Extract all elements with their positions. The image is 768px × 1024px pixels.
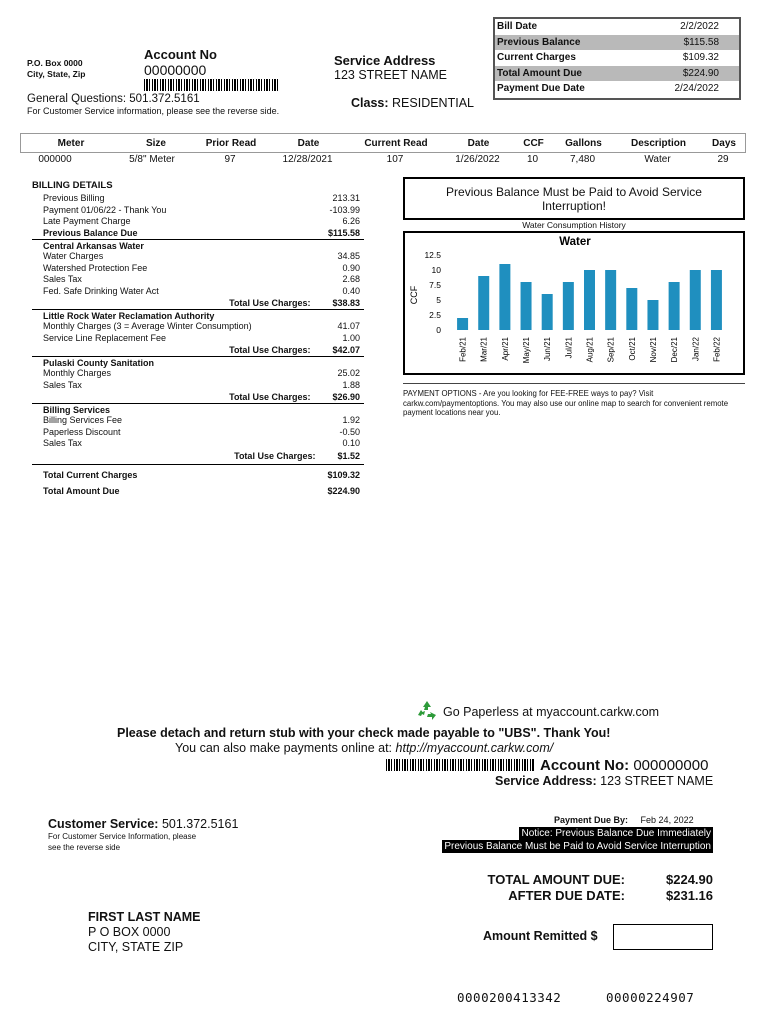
summary-row xyxy=(495,81,739,97)
line-label: Paperless Discount xyxy=(43,426,121,437)
x-tick-label: Feb/22 xyxy=(712,337,722,362)
total-current-charges xyxy=(32,470,364,483)
summary-label: Current Charges xyxy=(497,52,576,63)
meter-header: Date xyxy=(297,138,320,149)
meter-header: Description xyxy=(630,138,686,149)
payment-due-by xyxy=(554,815,694,825)
billing-line xyxy=(32,427,364,439)
meter-header: Meter xyxy=(57,138,85,149)
line-value: 2.68 xyxy=(342,274,360,284)
total-label: Total Use Charges: xyxy=(229,345,311,355)
line-label: Previous Balance Due xyxy=(43,227,138,238)
line-value: 0.40 xyxy=(342,285,360,296)
amount-remitted-label: Amount Remitted $ xyxy=(483,929,598,943)
stub-account-number: 000000000 xyxy=(633,757,709,774)
stub-account xyxy=(540,757,708,774)
billing-line xyxy=(32,368,364,380)
stub-after-due-label: AFTER DUE DATE: xyxy=(508,888,625,903)
line-label: Water Charges xyxy=(43,251,104,261)
total-value: $26.90 xyxy=(332,392,360,402)
total-due-label: Total Amount Due xyxy=(43,485,120,496)
class-label: Class: xyxy=(351,96,389,110)
chart-bars xyxy=(457,264,722,330)
stub-service-address-value: 123 STREET NAME xyxy=(600,774,714,788)
chart-ylabel: CCF xyxy=(409,285,419,305)
po-box: P.O. Box 0000 xyxy=(27,58,83,68)
previous-balance-due xyxy=(32,228,364,240)
detach-instructions: Please detach and return stub with your check made payable to "UBS". Thank You! xyxy=(117,726,611,740)
meter-cell: 97 xyxy=(224,154,236,165)
notice-banner-1: Notice: Previous Balance Due Immediately xyxy=(521,828,711,839)
scan-line-1: 0000200413342 xyxy=(457,990,562,1005)
billing-line xyxy=(32,286,364,298)
billing-line xyxy=(32,438,364,450)
summary-value: 2/2/2022 xyxy=(680,21,719,32)
x-tick-label: Jan/22 xyxy=(691,337,701,362)
line-label: Billing Services Fee xyxy=(43,415,123,425)
y-tick-label: 0 xyxy=(436,325,441,335)
meter-cell: Water xyxy=(644,154,671,165)
class-value: RESIDENTIAL xyxy=(392,96,474,110)
summary-row xyxy=(495,19,739,35)
meter-header: Days xyxy=(712,138,736,149)
line-value: -103.99 xyxy=(329,204,360,215)
billing-line xyxy=(32,193,364,205)
mailing-address xyxy=(88,910,201,955)
stub-cs-label: Customer Service: xyxy=(48,817,159,831)
payment-options: PAYMENT OPTIONS - Are you looking for FEE-FREE ways to pay? Visit carkw.com/paymentoptions. You may also use our online map to search for convenient remote payment locations near you. xyxy=(403,389,729,417)
summary-value: $224.90 xyxy=(682,67,719,79)
address-line-1: P O BOX 0000 xyxy=(88,925,171,939)
billing-line xyxy=(32,321,364,333)
line-label: Payment 01/06/22 - Thank You xyxy=(43,204,167,215)
meter-cell: 10 xyxy=(526,154,539,165)
line-value: 34.85 xyxy=(337,251,360,261)
general-questions: General Questions: 501.372.5161 xyxy=(27,93,200,105)
remit-address xyxy=(27,58,85,80)
total-label: Total Use Charges: xyxy=(229,392,311,402)
stub-customer-service xyxy=(48,817,238,831)
line-value: $115.58 xyxy=(327,227,360,238)
online-prefix: You can also make payments online at: xyxy=(175,741,396,755)
city-state-zip: City, State, Zip xyxy=(27,69,86,79)
x-tick-label: Apr/21 xyxy=(500,337,510,361)
customer-name: FIRST LAST NAME xyxy=(88,910,201,924)
billing-line xyxy=(32,415,364,427)
line-label: Fed. Safe Drinking Water Act xyxy=(43,285,159,296)
meter-header: Current Read xyxy=(364,138,428,149)
section-total xyxy=(32,297,364,309)
chart-bar xyxy=(499,264,510,330)
stub-cs-note-1: For Customer Service Information, please xyxy=(48,832,197,841)
online-payment-line xyxy=(175,741,553,755)
summary-row xyxy=(495,66,739,82)
chart-bar xyxy=(478,276,489,330)
chart-bar xyxy=(563,282,574,330)
y-tick-label: 12.5 xyxy=(424,250,441,260)
customer-service-note: For Customer Service information, please see the reverse side. xyxy=(27,106,280,116)
line-value: 1.88 xyxy=(342,379,360,390)
x-tick-label: Aug/21 xyxy=(585,337,595,363)
line-value: 41.07 xyxy=(337,321,360,331)
chart-title: Water xyxy=(559,236,591,248)
chart-xticks xyxy=(459,336,722,363)
billing-line xyxy=(32,216,364,228)
service-address: 123 STREET NAME xyxy=(334,68,448,82)
chart-yticks xyxy=(424,250,441,335)
line-label: Service Line Replacement Fee xyxy=(43,332,167,343)
total-due-value: $224.90 xyxy=(327,485,360,496)
line-value: 6.26 xyxy=(342,216,360,226)
line-label: Monthly Charges (3 = Average Winter Consumption) xyxy=(43,321,252,331)
billing-line xyxy=(32,333,364,345)
y-tick-label: 5 xyxy=(436,295,441,305)
meter-cell: 5/8" Meter xyxy=(129,154,175,165)
water-consumption-chart xyxy=(403,231,745,375)
summary-row xyxy=(495,35,739,51)
billing-line xyxy=(32,380,364,392)
payment-due-label: Payment Due By: xyxy=(554,815,629,825)
chart-bar xyxy=(457,318,468,330)
meter-table-row xyxy=(20,153,746,167)
summary-label: Payment Due Date xyxy=(497,83,585,94)
total-value: $1.52 xyxy=(337,450,360,461)
section-title: Billing Services xyxy=(32,403,364,415)
meter-cell: 107 xyxy=(386,154,404,165)
chart-divider xyxy=(403,383,745,384)
summary-value: $109.32 xyxy=(682,52,719,63)
payment-due-value: Feb 24, 2022 xyxy=(640,815,694,825)
meter-cell: 12/28/2021 xyxy=(282,154,333,165)
notice-banner-2: Previous Balance Must be Paid to Avoid Service Interruption xyxy=(444,841,711,852)
line-value: 0.10 xyxy=(342,438,360,448)
section-total xyxy=(32,450,364,462)
amount-remitted-field[interactable] xyxy=(613,924,713,950)
total-label: Total Use Charges: xyxy=(234,450,316,461)
line-value: 213.31 xyxy=(332,193,360,203)
x-tick-label: Sep/21 xyxy=(606,337,616,363)
x-tick-label: Dec/21 xyxy=(670,337,680,363)
total-amount-due xyxy=(32,486,364,496)
line-label: Sales Tax xyxy=(43,274,82,284)
meter-header: Size xyxy=(145,138,166,149)
recycle-icon xyxy=(415,699,439,723)
chart-bar xyxy=(605,270,616,330)
total-value: $38.83 xyxy=(332,298,360,308)
scan-line-2: 00000224907 xyxy=(606,990,695,1005)
y-tick-label: 7.5 xyxy=(429,280,441,290)
account-number: 00000000 xyxy=(144,62,207,78)
meter-cell: 1/26/2022 xyxy=(455,154,500,165)
meter-header: Gallons xyxy=(565,138,602,149)
chart-svg xyxy=(405,233,743,373)
x-tick-label: Feb/21 xyxy=(458,337,468,362)
billing-title: BILLING DETAILS xyxy=(32,180,113,191)
stub-cs-phone: 501.372.5161 xyxy=(161,817,239,831)
meter-header: Prior Read xyxy=(205,138,257,149)
line-value: -0.50 xyxy=(339,426,360,437)
stub-totals xyxy=(460,872,713,904)
account-barcode xyxy=(144,79,280,91)
summary-label: Bill Date xyxy=(497,21,538,32)
online-payment-link[interactable]: http://myaccount.carkw.com/ xyxy=(395,741,554,755)
y-tick-label: 10 xyxy=(431,265,441,275)
total-value: $42.07 xyxy=(332,345,360,355)
x-tick-label: Nov/21 xyxy=(648,337,658,363)
billing-line xyxy=(32,251,364,263)
total-current-label: Total Current Charges xyxy=(43,469,138,480)
summary-value: $115.58 xyxy=(683,36,719,48)
chart-bar xyxy=(584,270,595,330)
paperless-link[interactable]: Go Paperless at myaccount.carkw.com xyxy=(443,705,660,719)
stub-cs-note-2: see the reverse side xyxy=(48,843,121,852)
x-tick-label: Oct/21 xyxy=(627,337,637,361)
line-label: Sales Tax xyxy=(43,379,82,390)
meter-cell: 000000 xyxy=(38,154,72,165)
y-tick-label: 2.5 xyxy=(429,310,441,320)
x-tick-label: May/21 xyxy=(522,337,532,364)
total-current-value: $109.32 xyxy=(327,469,360,480)
chart-caption: Water Consumption History xyxy=(522,220,626,230)
line-value: 0.90 xyxy=(342,262,360,273)
stub-total-due-value: $224.90 xyxy=(666,872,713,887)
chart-bar xyxy=(626,288,637,330)
line-label: Watershed Protection Fee xyxy=(43,262,148,273)
section-title: Pulaski County Sanitation xyxy=(32,356,364,368)
chart-bar xyxy=(690,270,701,330)
meter-cell: 7,480 xyxy=(569,154,596,165)
line-label: Sales Tax xyxy=(43,438,82,448)
line-value: 25.02 xyxy=(337,368,360,378)
line-value: 1.92 xyxy=(342,415,360,425)
x-tick-label: Jul/21 xyxy=(564,337,574,359)
summary-value: 2/24/2022 xyxy=(674,83,719,94)
section-title: Little Rock Water Reclamation Authority xyxy=(32,309,364,321)
notice-text: Previous Balance Must be Paid to Avoid Service Interruption! xyxy=(446,184,702,213)
x-tick-label: Mar/21 xyxy=(479,337,489,362)
billing-line xyxy=(32,274,364,286)
line-label: Late Payment Charge xyxy=(43,216,131,226)
bill-summary xyxy=(493,17,741,100)
notice-box xyxy=(403,177,745,220)
address-line-2: CITY, STATE ZIP xyxy=(88,940,184,954)
meter-cell: 29 xyxy=(717,154,729,165)
x-tick-label: Jun/21 xyxy=(543,337,553,362)
stub-account-label: Account No: xyxy=(540,757,630,774)
billing-line xyxy=(32,263,364,275)
section-title: Central Arkansas Water xyxy=(32,239,364,251)
line-label: Monthly Charges xyxy=(43,368,112,378)
chart-bar xyxy=(542,294,553,330)
summary-label: Previous Balance xyxy=(497,36,581,48)
meter-table xyxy=(20,133,746,167)
summary-label: Total Amount Due xyxy=(497,67,582,79)
total-label: Total Use Charges: xyxy=(229,298,311,308)
line-value: 1.00 xyxy=(342,332,360,343)
stub-after-due-value: $231.16 xyxy=(666,888,713,903)
chart-bar xyxy=(521,282,532,330)
service-address-label: Service Address xyxy=(334,53,436,68)
billing-line xyxy=(32,205,364,217)
line-label: Previous Billing xyxy=(43,193,105,203)
chart-bar xyxy=(711,270,722,330)
stub-service-address xyxy=(495,774,713,788)
chart-bar xyxy=(647,300,658,330)
meter-header: CCF xyxy=(523,138,544,149)
meter-table-header xyxy=(20,133,746,153)
chart-bar xyxy=(669,282,680,330)
meter-header: Date xyxy=(467,138,490,149)
stub-total-due-label: TOTAL AMOUNT DUE: xyxy=(487,872,625,887)
account-label: Account No xyxy=(144,47,217,62)
service-class xyxy=(351,96,474,110)
summary-row xyxy=(495,50,739,66)
stub-service-address-label: Service Address: xyxy=(495,774,597,788)
section-total xyxy=(32,391,364,403)
stub-barcode xyxy=(386,759,534,771)
billing-details xyxy=(32,180,364,496)
section-total xyxy=(32,344,364,356)
stub-cs-note xyxy=(48,831,196,853)
